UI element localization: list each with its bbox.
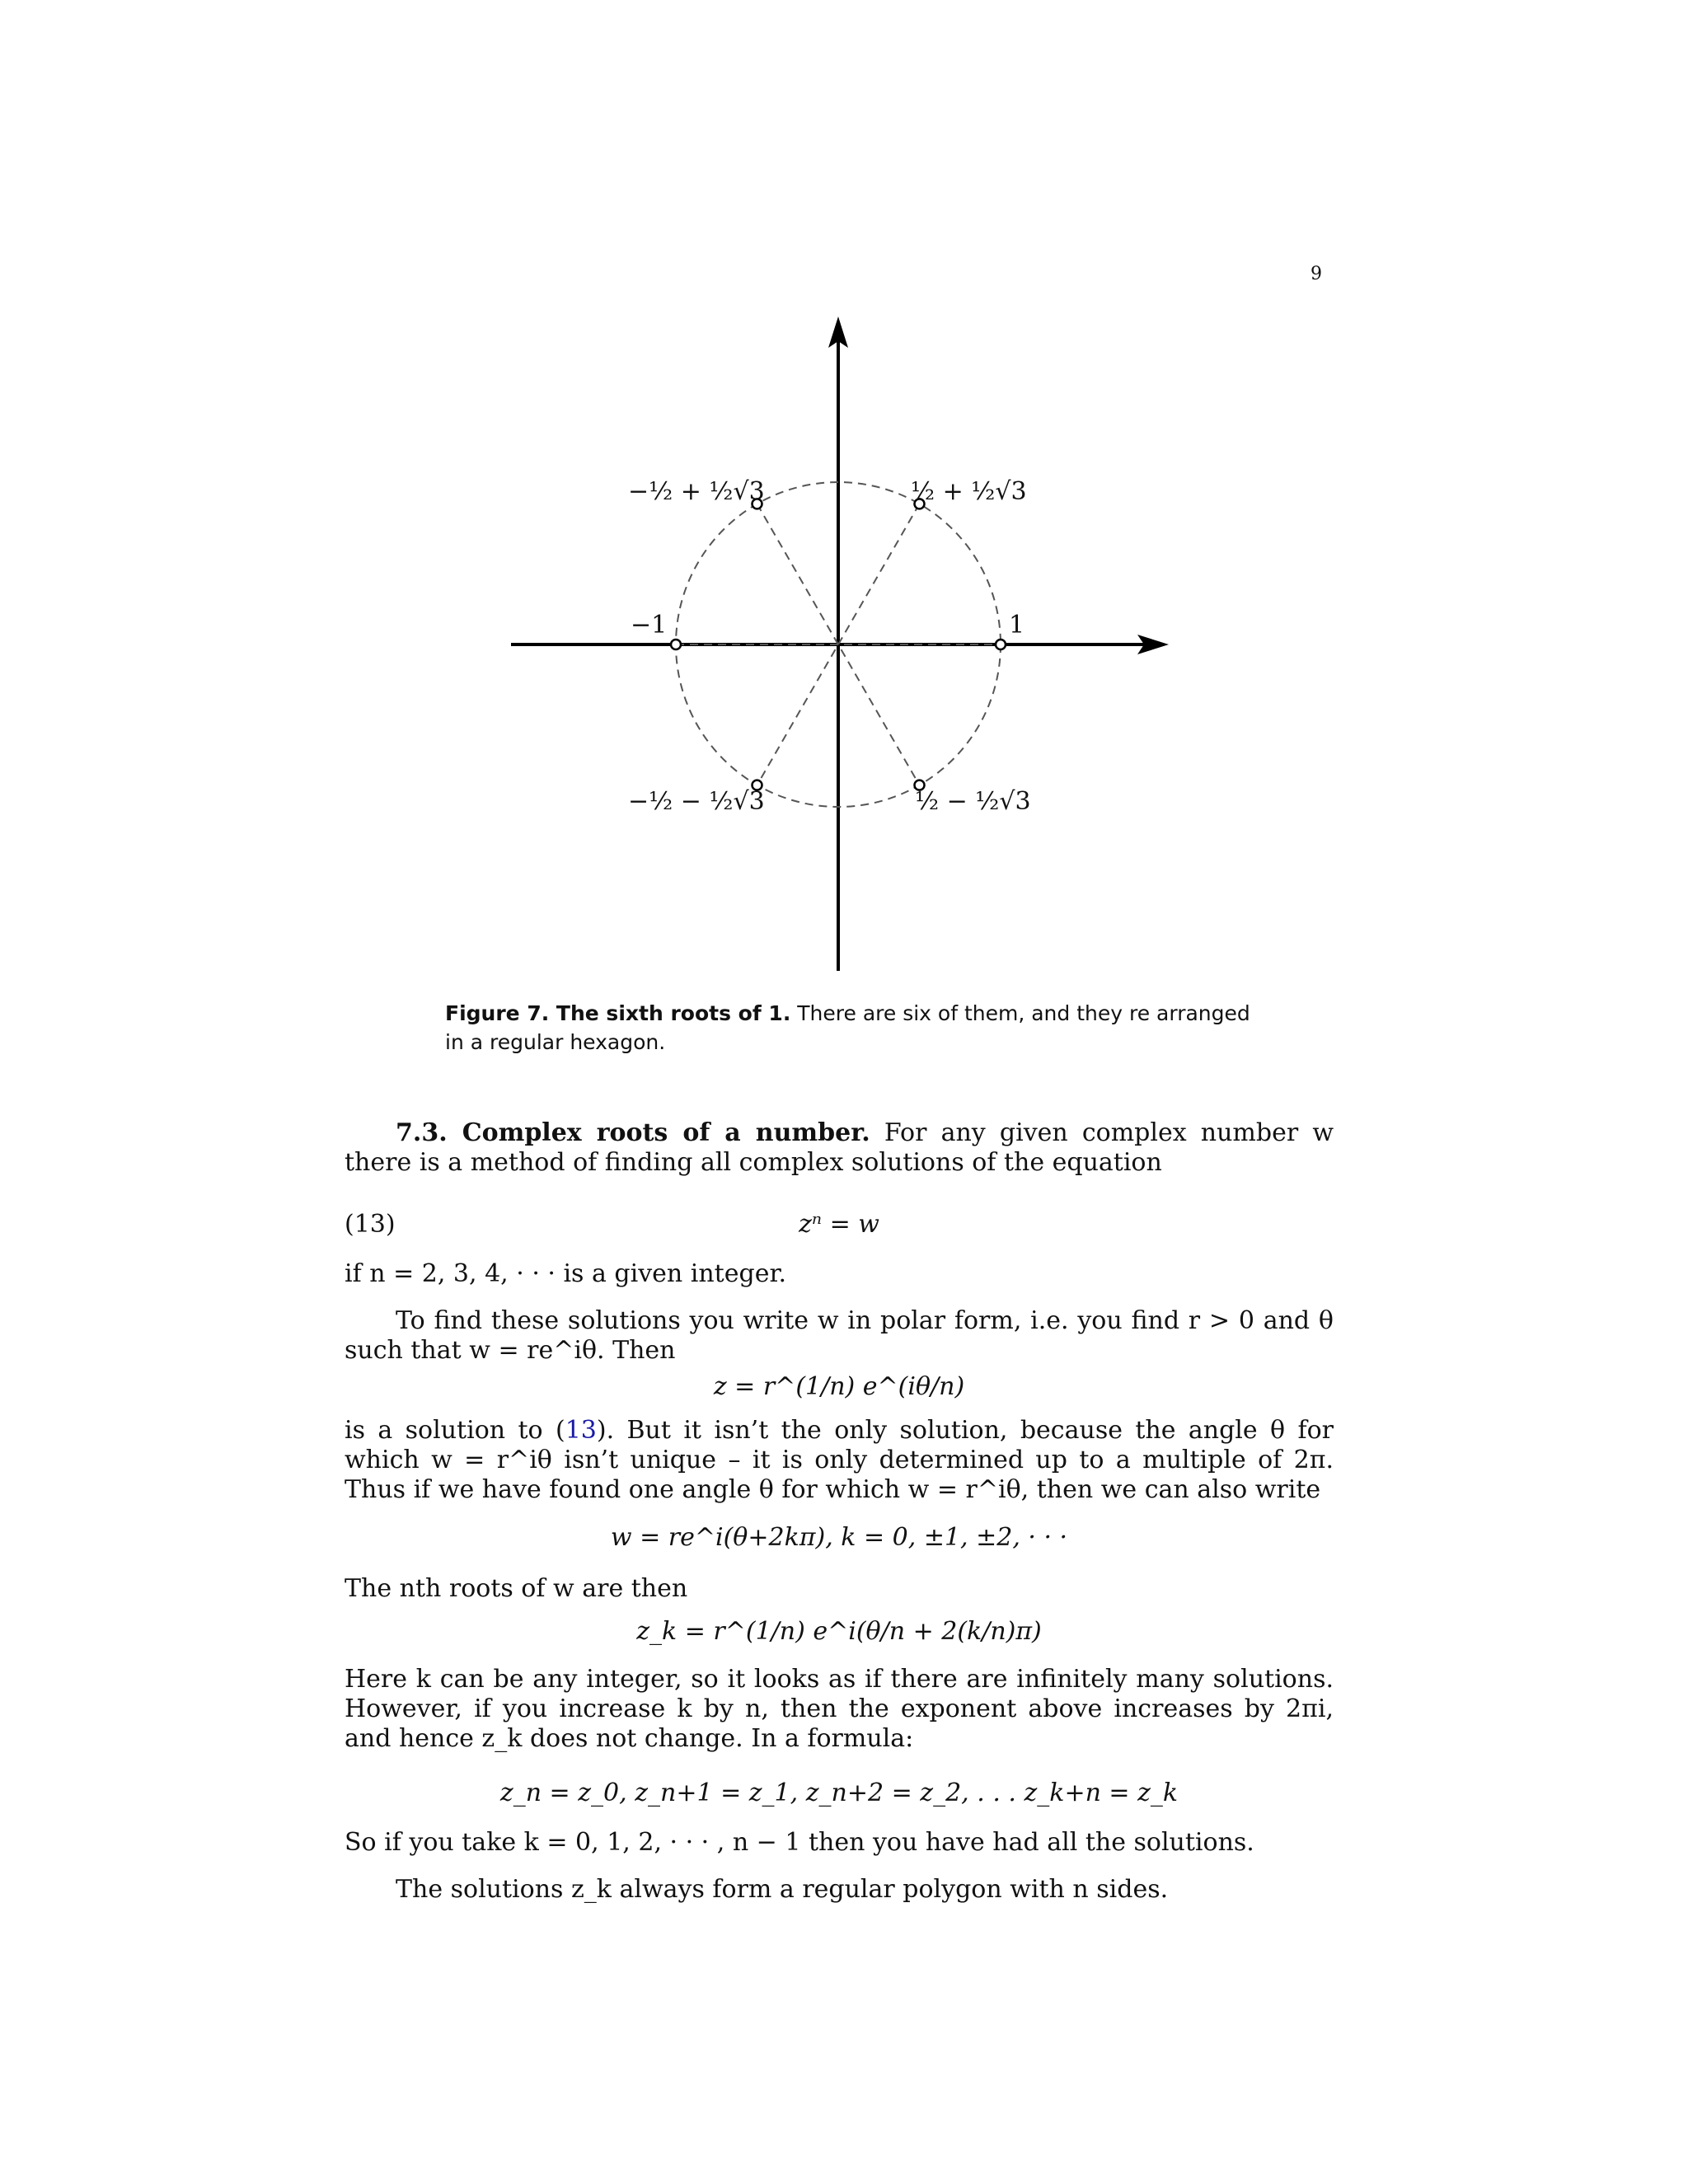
label-top-left: −½ + ½√3	[628, 477, 765, 506]
section-paragraph	[345, 1118, 1334, 1178]
label-bottom-right: ½ − ½√3	[915, 787, 1031, 816]
section-intro: For any given complex number w there is a method of finding all complex solutions of the equation	[345, 1118, 1334, 1177]
paragraph-6: So if you take k = 0, 1, 2, · · · , n − 1 then you have had all the solutions.	[345, 1828, 1254, 1857]
label-bottom-left: −½ − ½√3	[628, 787, 765, 816]
equation-zk: z_k = r^(1/n) e^i(θ/n + 2(k/n)π)	[636, 1617, 1042, 1646]
paragraph-4: The nth roots of w are then	[345, 1574, 688, 1603]
paragraph-3: is a solution to (13). But it isn’t the only solution, because the angle θ for which w = r^iθ isn’t unique – it is only determined up to a multiple of 2π. Thus if we have found one angle θ for which w = r^iθ, then we can also write	[345, 1416, 1334, 1504]
section-heading: 7.3. Complex roots of a number.	[396, 1118, 870, 1147]
equation-13: zⁿ = w	[799, 1210, 879, 1239]
figure-caption	[445, 999, 1261, 1057]
equation-chain: z_n = z_0, z_n+1 = z_1, z_n+2 = z_2, . . . z_k+n = z_k	[499, 1779, 1179, 1807]
label-one: 1	[1009, 611, 1025, 640]
label-neg-one: −1	[631, 611, 668, 640]
caption-text: There are six of them, and they re arranged in a regular hexagon.	[445, 1001, 1250, 1054]
equation-ref-13[interactable]: 13	[565, 1416, 597, 1445]
root-marker-neg1	[671, 640, 681, 649]
paragraph-7: The solutions z_k always form a regular polygon with n sides.	[396, 1875, 1169, 1904]
paragraph-1: if n = 2, 3, 4, · · · is a given integer.	[345, 1259, 787, 1288]
label-top-right: ½ + ½√3	[911, 477, 1027, 506]
equation-number: (13)	[345, 1210, 396, 1239]
root-marker-1	[996, 640, 1006, 649]
caption-lead: Figure 7. The sixth roots of 1.	[445, 1001, 791, 1025]
equation-z: z = r^(1/n) e^(iθ/n)	[713, 1372, 965, 1401]
paragraph-5: Here k can be any integer, so it looks as if there are infinitely many solutions. However, if you increase k by n, then the exponent above increases by 2πi, and hence z_k does not change. In a formula:	[345, 1665, 1334, 1753]
paragraph-2: To find these solutions you write w in polar form, i.e. you find r > 0 and θ such that w = re^iθ. Then	[345, 1306, 1334, 1365]
equation-w: w = re^i(θ+2kπ), k = 0, ±1, ±2, · · ·	[610, 1523, 1068, 1552]
page-number: 9	[1311, 264, 1322, 284]
